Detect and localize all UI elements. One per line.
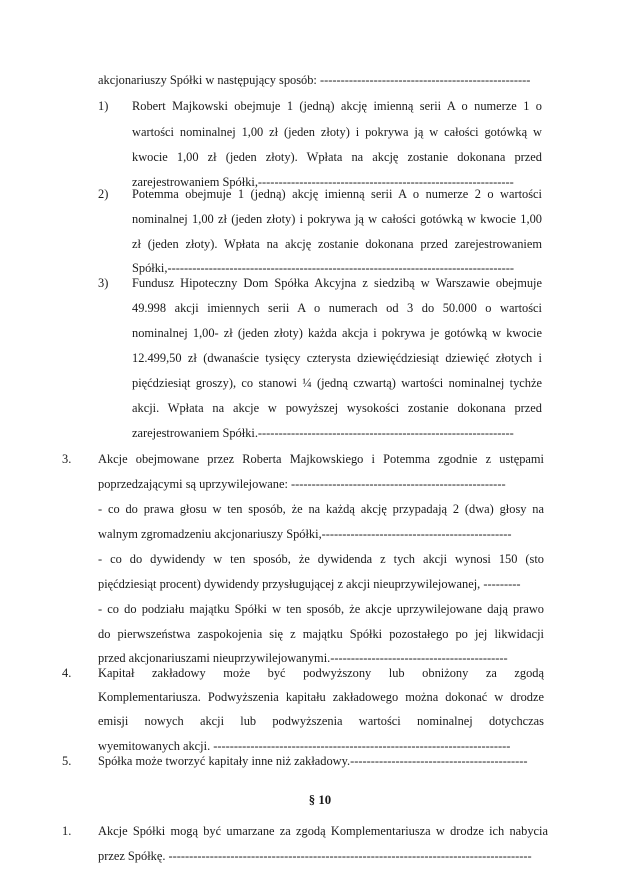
sub-item-line: pięćdziesiąt groszy), co stanowi ¼ (jedną czwartą) wartości nominalnej tychże <box>132 376 542 390</box>
point-line: Kapitał zakładowy może być podwyższony lub obniżony za zgodą <box>98 666 544 680</box>
sub-item-line: kwocie 1,00 zł (jeden złoty). Wpłata na akcję zostanie dokonana przed <box>132 150 542 164</box>
sub-item-line: akcji. Wpłata na akcje w powyższej wysokości zostanie dokonana przed <box>132 401 542 415</box>
point-line: Akcje Spółki mogą być umarzane za zgodą Komplementariusza w drodze ich nabycia <box>98 824 548 838</box>
point-number: 5. <box>62 754 72 768</box>
sub-item-number: 3) <box>98 276 109 290</box>
point-line: - co do podziału majątku Spółki w ten sposób, że akcje uprzywilejowane dają prawo <box>98 602 544 616</box>
point-number: 3. <box>62 452 72 466</box>
sub-item-line: zarejestrowaniem Spółki.-------------------------------------------------------------- <box>132 426 514 440</box>
sub-item-number: 1) <box>98 99 109 113</box>
sub-item-line: wartości nominalnej 1,00 zł (jeden złoty) i pokrywa ją w całości gotówką w <box>132 125 542 139</box>
point-line: Spółka może tworzyć kapitały inne niż zakładowy.------------------------------------------- <box>98 754 528 768</box>
point-line: poprzedzającymi są uprzywilejowane: ---------------------------------------------------- <box>98 477 506 491</box>
sub-item-line: zarejestrowaniem Spółki,-------------------------------------------------------------- <box>132 175 514 189</box>
point-line: przed akcjonariuszami nieuprzywilejowanymi.------------------------------------------- <box>98 651 508 665</box>
sub-item-line: nominalnej 1,00- zł (jeden złoty) każda akcja i pokrywa je gotówką w kwocie <box>132 326 542 340</box>
point-line: Komplementariusza. Podwyższenia kapitału zakładowego można dokonać w drodze <box>98 690 544 704</box>
point-line: przez Spółkę. ---------------------------------------------------------------------------------------- <box>98 849 532 863</box>
point-line: wyemitowanych akcji. ------------------------------------------------------------------------ <box>98 739 511 753</box>
sub-item-line: nominalnej 1,00 zł (jeden złoty) i pokrywa ją w całości gotówką w kwocie 1,00 <box>132 212 542 226</box>
sub-item-line: 12.499,50 zł (dwanaście tysięcy czterysta dziewięćdziesiąt dziewięć złotych i <box>132 351 542 365</box>
section-heading: § 10 <box>308 793 332 807</box>
point-line: - co do prawa głosu w ten sposób, że na każdą akcję przypadają 2 (dwa) głosy na <box>98 502 544 516</box>
sub-item-line: Fundusz Hipoteczny Dom Spółka Akcyjna z siedzibą w Warszawie obejmuje <box>132 276 542 290</box>
point-line: do pierwszeństwa zaspokojenia się z majątku Spółki pozostałego po jej likwidacji <box>98 627 544 641</box>
point-line: - co do dywidendy w ten sposób, że dywidenda z tych akcji wynosi 150 (sto <box>98 552 544 566</box>
point-line: walnym zgromadzeniu akcjonariuszy Spółki,---------------------------------------------- <box>98 527 512 541</box>
point-number: 4. <box>62 666 72 680</box>
point-line: pięćdziesiąt procent) dywidendy przysługującej z akcji nieuprzywilejowanej, --------- <box>98 577 521 591</box>
sub-item-line: 49.998 akcji imiennych serii A o numerach od 3 do 50.000 o wartości <box>132 301 542 315</box>
sub-item-number: 2) <box>98 187 109 201</box>
sub-item-line: Robert Majkowski obejmuje 1 (jedną) akcję imienną serii A o numerze 1 o <box>132 99 542 113</box>
sub-item-line: Potemma obejmuje 1 (jedną) akcję imienną serii A o numerze 2 o wartości <box>132 187 542 201</box>
intro-line: akcjonariuszy Spółki w następujący sposób: --------------------------------------------------- <box>98 73 531 87</box>
sub-item-line: Spółki,------------------------------------------------------------------------------------ <box>132 261 515 275</box>
sub-item-line: zł (jeden złoty). Wpłata na akcję zostanie dokonana przed zarejestrowaniem <box>132 237 542 251</box>
point-number: 1. <box>62 824 72 838</box>
point-line: emisji nowych akcji lub podwyższenia wartości nominalnej dotychczas <box>98 714 544 728</box>
point-line: Akcje obejmowane przez Roberta Majkowskiego i Potemma zgodnie z ustępami <box>98 452 544 466</box>
